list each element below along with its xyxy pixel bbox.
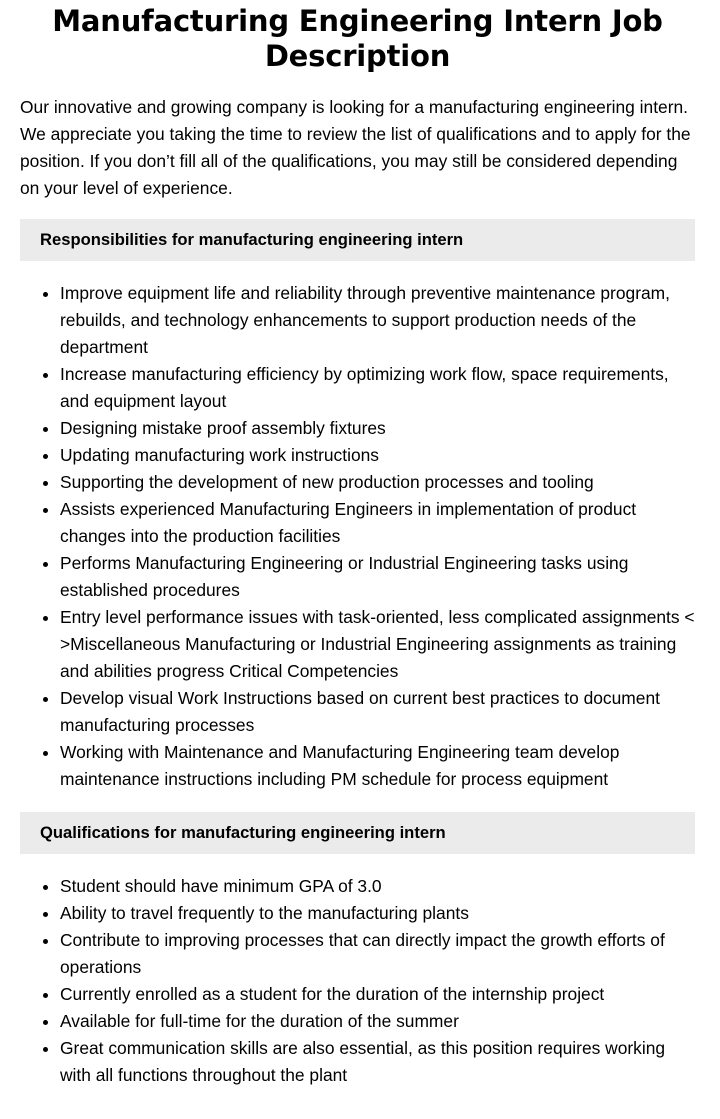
list-item: Entry level performance issues with task-oriented, less complicated assignments < >Miscellaneous Manufacturing or Industrial Engineering assignments as training and abilities progress Critical Competencies <box>20 604 695 685</box>
list-item: Contribute to improving processes that can directly impact the growth efforts of operations <box>20 927 695 981</box>
list-item: Performs Manufacturing Engineering or Industrial Engineering tasks using established procedures <box>20 550 695 604</box>
intro-paragraph: Our innovative and growing company is looking for a manufacturing engineering intern. We appreciate you taking the time to review the list of qualifications and to apply for the position. If you don’t fill all of the qualifications, you may still be considered depending on your level of experience. <box>20 97 691 198</box>
list-item: Updating manufacturing work instructions <box>20 442 695 469</box>
page-title: Manufacturing Engineering Intern Job Description <box>52 4 663 73</box>
list-item: Working with Maintenance and Manufacturing Engineering team develop maintenance instructions including PM schedule for process equipment <box>20 739 695 793</box>
list-item: Ability to travel frequently to the manufacturing plants <box>20 900 695 927</box>
list-item: Designing mistake proof assembly fixtures <box>20 415 695 442</box>
list-item: Student should have minimum GPA of 3.0 <box>20 873 695 900</box>
responsibilities-heading: Responsibilities for manufacturing engineering intern <box>20 219 695 261</box>
list-item: Assists experienced Manufacturing Engineers in implementation of product changes into the production facilities <box>20 496 695 550</box>
responsibilities-list <box>20 280 695 793</box>
list-item: Currently enrolled as a student for the duration of the internship project <box>20 981 695 1008</box>
list-item: Available for full-time for the duration of the summer <box>20 1008 695 1035</box>
list-item: Improve equipment life and reliability through preventive maintenance program, rebuilds, and technology enhancements to support production needs of the department <box>20 280 695 361</box>
list-item: Increase manufacturing efficiency by optimizing work flow, space requirements, and equipment layout <box>20 361 695 415</box>
qualifications-heading: Qualifications for manufacturing engineering intern <box>20 812 695 854</box>
list-item: Develop visual Work Instructions based on current best practices to document manufacturing processes <box>20 685 695 739</box>
list-item: Great communication skills are also essential, as this position requires working with all functions throughout the plant <box>20 1035 695 1089</box>
list-item: Supporting the development of new production processes and tooling <box>20 469 695 496</box>
qualifications-list <box>20 873 695 1089</box>
